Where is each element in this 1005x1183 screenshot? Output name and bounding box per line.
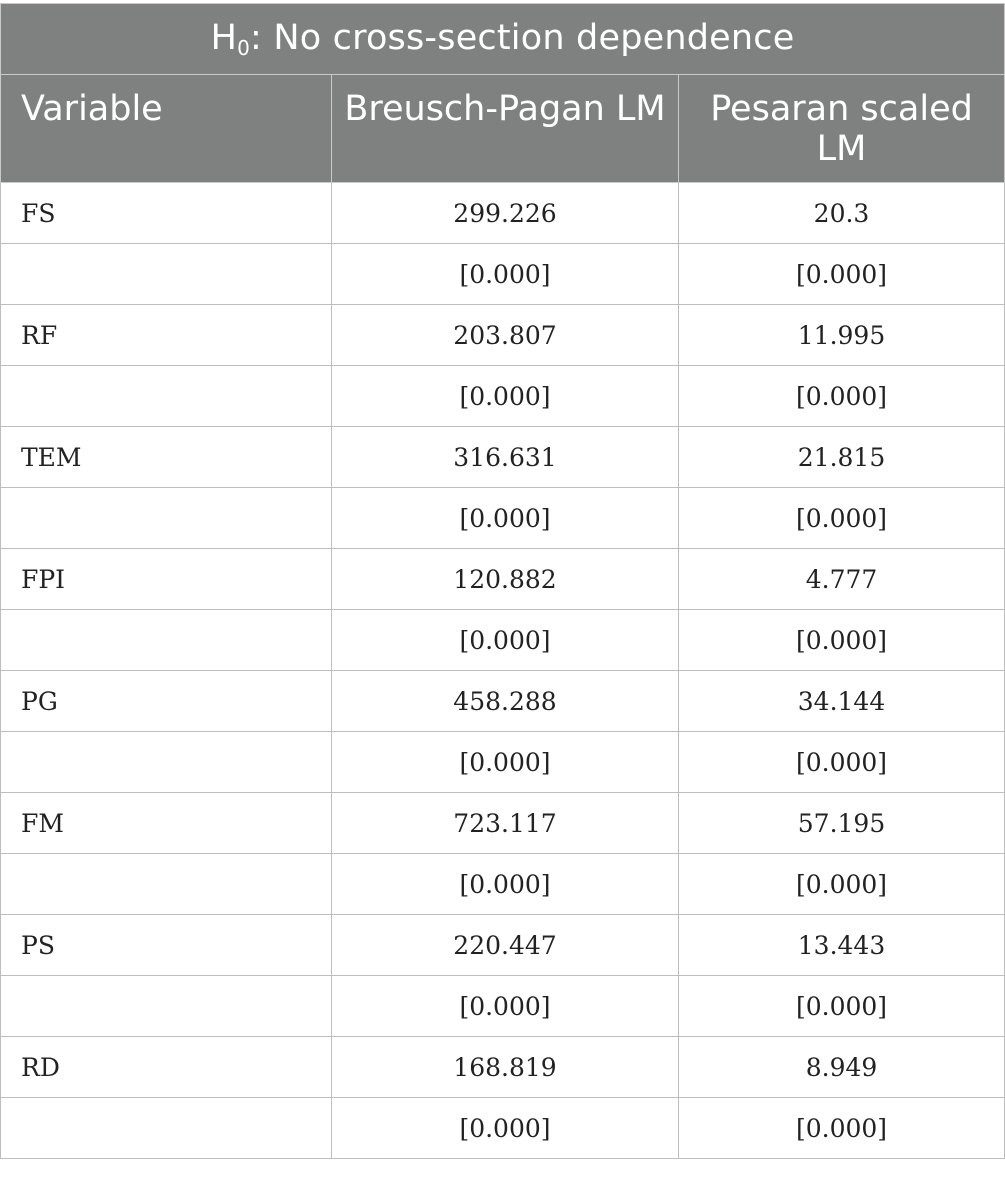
table-body (1, 183, 1005, 1159)
breusch-pagan-pvalue-cell: [0.000] (332, 610, 679, 671)
breusch-pagan-cell: 316.631 (332, 427, 679, 488)
breusch-pagan-cell: 299.226 (332, 183, 679, 244)
breusch-pagan-pvalue-cell: [0.000] (332, 732, 679, 793)
pesaran-cell: 11.995 (679, 305, 1005, 366)
pesaran-cell: 4.777 (679, 549, 1005, 610)
breusch-pagan-pvalue-cell: [0.000] (332, 976, 679, 1037)
variable-cell (1, 610, 332, 671)
table-caption (1, 4, 1005, 75)
variable-cell: PG (1, 671, 332, 732)
variable-cell: FS (1, 183, 332, 244)
pesaran-cell: 57.195 (679, 793, 1005, 854)
pesaran-cell: 21.815 (679, 427, 1005, 488)
table-row (1, 305, 1005, 366)
table-row (1, 244, 1005, 305)
caption-subscript: 0 (237, 36, 251, 60)
pesaran-pvalue-cell: [0.000] (679, 244, 1005, 305)
breusch-pagan-pvalue-cell: [0.000] (332, 366, 679, 427)
pesaran-pvalue-cell: [0.000] (679, 610, 1005, 671)
variable-cell: TEM (1, 427, 332, 488)
variable-cell (1, 854, 332, 915)
breusch-pagan-pvalue-cell: [0.000] (332, 488, 679, 549)
table-row (1, 1098, 1005, 1159)
table-row (1, 793, 1005, 854)
variable-cell (1, 366, 332, 427)
column-header-breusch-pagan: Breusch-Pagan LM (332, 75, 679, 183)
pesaran-pvalue-cell: [0.000] (679, 488, 1005, 549)
pesaran-cell: 8.949 (679, 1037, 1005, 1098)
variable-cell (1, 732, 332, 793)
pesaran-pvalue-cell: [0.000] (679, 366, 1005, 427)
variable-cell (1, 244, 332, 305)
variable-cell: FPI (1, 549, 332, 610)
breusch-pagan-cell: 723.117 (332, 793, 679, 854)
cross-section-dependence-table (0, 3, 1005, 1159)
pesaran-cell: 34.144 (679, 671, 1005, 732)
table-row (1, 427, 1005, 488)
column-header-row (1, 75, 1005, 183)
breusch-pagan-cell: 203.807 (332, 305, 679, 366)
variable-cell: PS (1, 915, 332, 976)
table-row (1, 671, 1005, 732)
table-row (1, 366, 1005, 427)
caption-suffix: : No cross-section dependence (250, 18, 795, 58)
pesaran-pvalue-cell: [0.000] (679, 976, 1005, 1037)
table-row (1, 976, 1005, 1037)
table-row (1, 549, 1005, 610)
breusch-pagan-cell: 120.882 (332, 549, 679, 610)
breusch-pagan-cell: 220.447 (332, 915, 679, 976)
table-row (1, 1037, 1005, 1098)
variable-cell (1, 976, 332, 1037)
column-header-pesaran: Pesaran scaled LM (679, 75, 1005, 183)
table-row (1, 183, 1005, 244)
pesaran-cell: 20.3 (679, 183, 1005, 244)
table-row (1, 854, 1005, 915)
variable-cell: RD (1, 1037, 332, 1098)
pesaran-pvalue-cell: [0.000] (679, 854, 1005, 915)
table-row (1, 732, 1005, 793)
table-row (1, 915, 1005, 976)
variable-cell (1, 488, 332, 549)
table-row (1, 610, 1005, 671)
column-header-variable: Variable (1, 75, 332, 183)
variable-cell: RF (1, 305, 332, 366)
breusch-pagan-pvalue-cell: [0.000] (332, 244, 679, 305)
caption-prefix: H (210, 18, 238, 58)
variable-cell (1, 1098, 332, 1159)
breusch-pagan-pvalue-cell: [0.000] (332, 1098, 679, 1159)
variable-cell: FM (1, 793, 332, 854)
table-row (1, 488, 1005, 549)
breusch-pagan-pvalue-cell: [0.000] (332, 854, 679, 915)
caption-row (1, 4, 1005, 75)
pesaran-pvalue-cell: [0.000] (679, 732, 1005, 793)
breusch-pagan-cell: 168.819 (332, 1037, 679, 1098)
pesaran-cell: 13.443 (679, 915, 1005, 976)
results-table-container (0, 3, 1005, 1159)
pesaran-pvalue-cell: [0.000] (679, 1098, 1005, 1159)
breusch-pagan-cell: 458.288 (332, 671, 679, 732)
